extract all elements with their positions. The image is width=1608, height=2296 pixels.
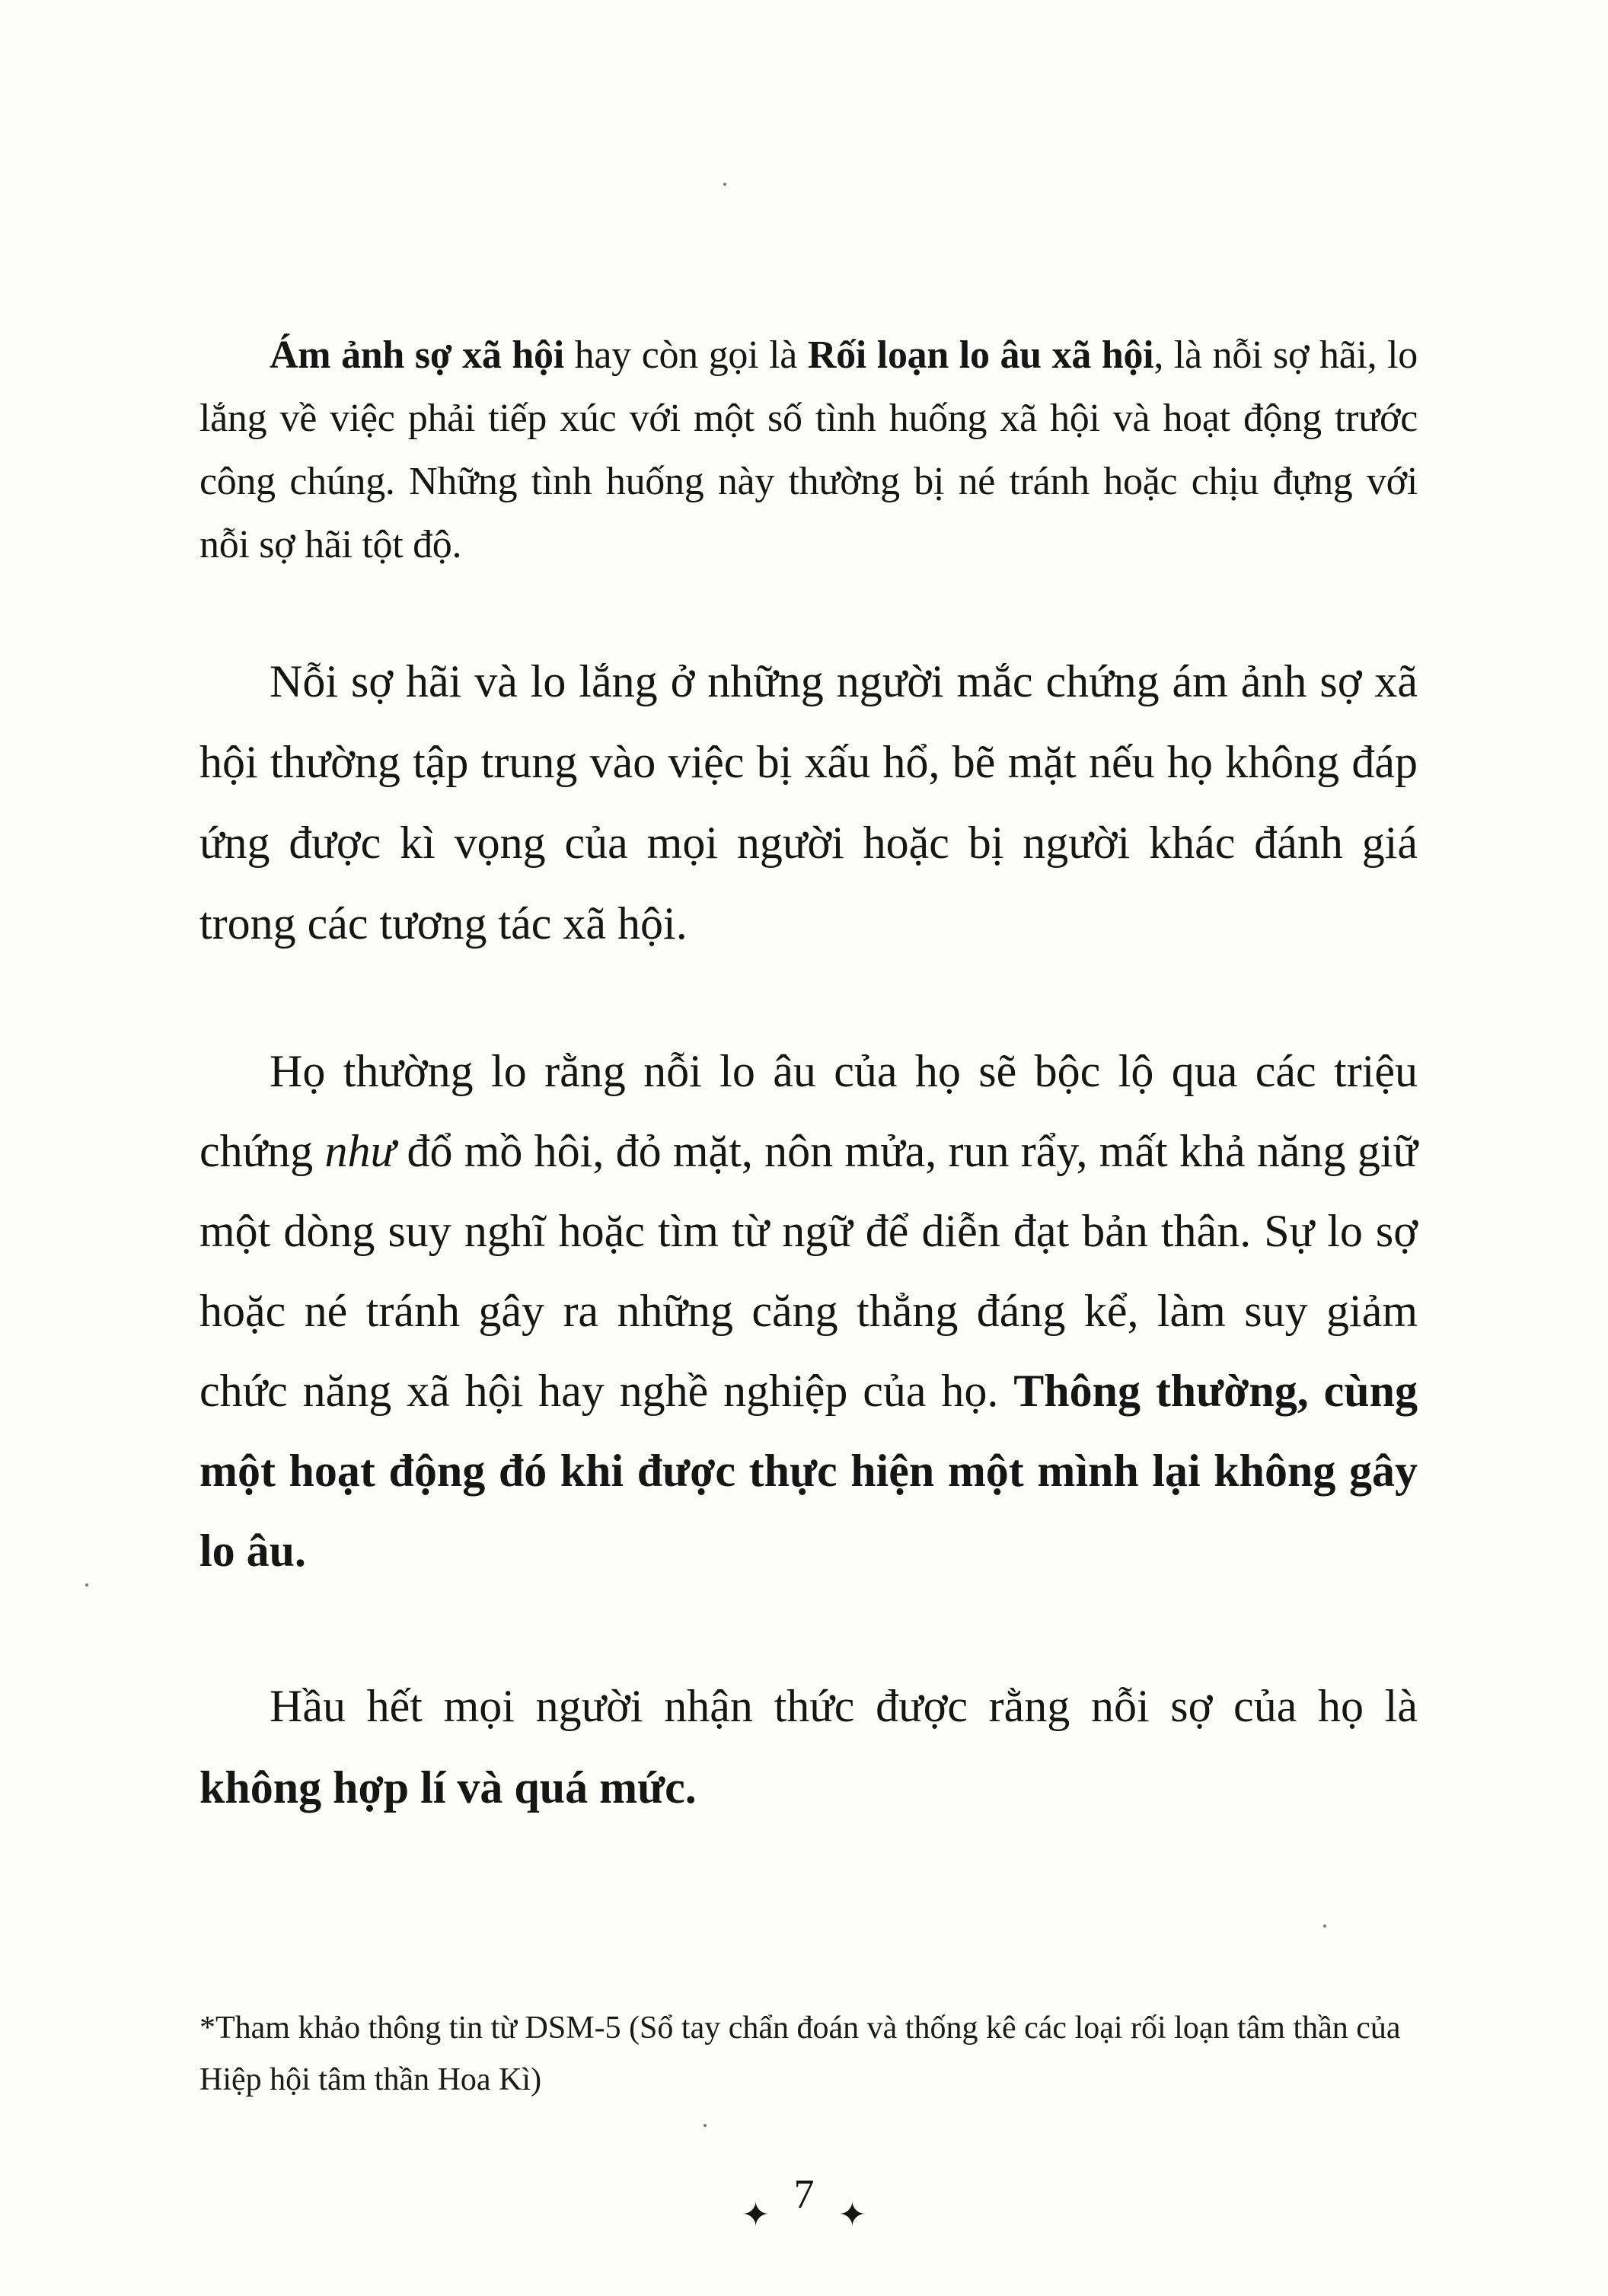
paragraph-fear-focus: Nỗi sợ hãi và lo lắng ở những người mắc chứng ám ảnh sợ xã hội thường tập trung vào việc bị xấu hổ, bẽ mặt nếu họ không đáp ứng được kì vọng của mọi người hoặc bị người khác đánh giá trong các tương tác xã hội. (199, 656, 1418, 949)
scan-speck (85, 1583, 88, 1586)
bold-conclusion: không hợp lí và quá mức. (199, 1762, 697, 1813)
page-footer (0, 2166, 1608, 2234)
footnote: *Tham khảo thông tin từ DSM-5 (Sổ tay chẩn đoán và thống kê các loại rối loạn tâm thần của Hiệp hội tâm thần Hoa Kì) (199, 2011, 1401, 2097)
scan-speck (704, 2124, 707, 2127)
bold-statement: Thông thường, cùng một hoạt động đó khi được thực hiện một mình lại không gây lo âu. (199, 1366, 1418, 1576)
star-ornament-right-icon: ✦ (838, 2196, 866, 2234)
scan-speck (1323, 1924, 1326, 1928)
term-social-phobia: Ám ảnh sợ xã hội (270, 333, 564, 377)
paragraph-symptoms: Họ thường lo rằng nỗi lo âu của họ sẽ bộc lộ qua các triệu chứng như đổ mồ hôi, đỏ mặt, nôn mửa, run rẩy, mất khả năng giữ một dòng suy nghĩ hoặc tìm từ ngữ để diễn đạt bản thân. Sự lo sợ hoặc né tránh gây ra những căng thẳng đáng kể, làm suy giảm chức năng xã hội hay nghề nghiệp của họ. Thông thường, cùng một hoạt động đó khi được thực hiện một mình lại không gây lo âu. (199, 1046, 1418, 1576)
term-social-anxiety-disorder: Rối loạn lo âu xã hội (807, 333, 1154, 377)
page-number: 7 (793, 2170, 815, 2217)
scan-speck (723, 183, 726, 186)
star-ornament-left-icon: ✦ (742, 2196, 770, 2234)
italic-word: như (324, 1126, 396, 1176)
paragraph-awareness: Hầu hết mọi người nhận thức được rằng nỗi sợ của họ là không hợp lí và quá mức. (199, 1681, 1418, 1813)
paragraph-definition: Ám ảnh sợ xã hội hay còn gọi là Rối loạn lo âu xã hội, là nỗi sợ hãi, lo lắng về việc phải tiếp xúc với một số tình huống xã hội và hoạt động trước công chúng. Những tình huống này thường bị né tránh hoặc chịu đựng với nỗi sợ hãi tột độ. (199, 333, 1418, 566)
